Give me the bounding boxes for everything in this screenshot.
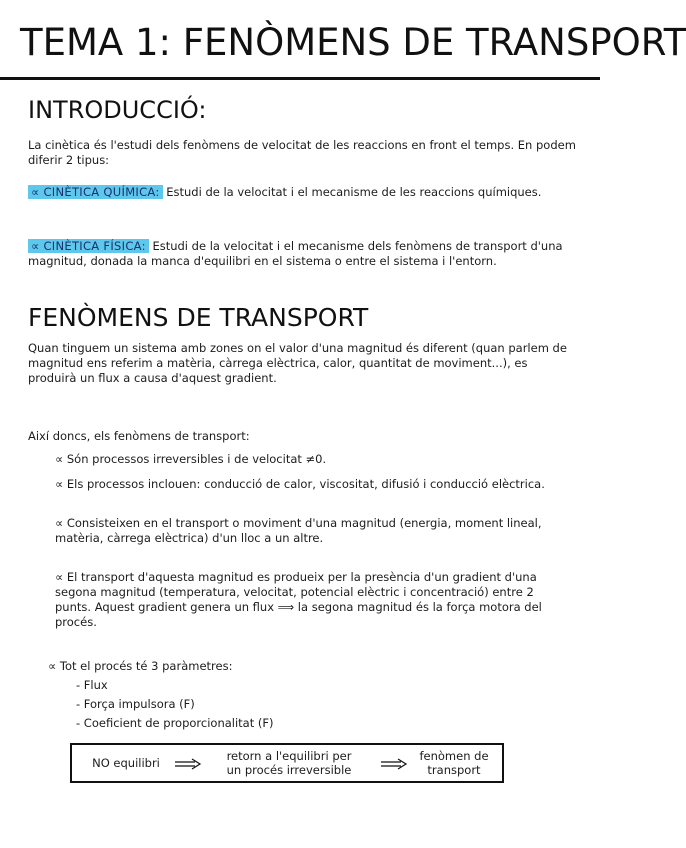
flow-step-no-equilibri: NO equilibri — [92, 756, 160, 770]
flow-step-retorn-line1: retorn a l'equilibri per — [226, 749, 352, 763]
flow-step-fenomen — [410, 749, 498, 777]
transport-bullet-2: ∝ Els processos inclouen: conducció de calor, viscositat, difusió i conducció elèctrica. — [55, 477, 545, 491]
intro-heading: INTRODUCCIÓ: — [28, 96, 207, 124]
page-title: TEMA 1: FENÒMENS DE TRANSPORT — [20, 21, 686, 64]
flow-box — [70, 743, 504, 783]
flow-step-retorn-line2: un procés irreversible — [226, 763, 352, 777]
cinetica-quimica-label: ∝ CINÈTICA QUÍMICA: — [28, 185, 163, 199]
param-forca: - Força impulsora (F) — [76, 697, 195, 711]
cinetica-fisica-text: Estudi de la velocitat i el mecanisme dels fenòmens de transport d'una magnitud, donada la manca d'equilibri en el sistema o entre el sistema i l'entorn. — [28, 239, 563, 268]
right-arrow-icon — [381, 759, 407, 769]
params-lead: ∝ Tot el procés té 3 paràmetres: — [48, 659, 233, 673]
param-flux: - Flux — [76, 678, 108, 692]
transport-heading: FENÒMENS DE TRANSPORT — [28, 303, 369, 332]
flow-step-fenomen-line2: transport — [427, 763, 481, 777]
transport-bullet-1: ∝ Són processos irreversibles i de velocitat ≠0. — [55, 452, 327, 466]
cinetica-quimica-text: Estudi de la velocitat i el mecanisme de les reaccions químiques. — [162, 185, 542, 199]
cinetica-fisica-label: ∝ CINÈTICA FÍSICA: — [28, 239, 149, 253]
cinetica-fisica-item — [28, 239, 576, 269]
flow-step-retorn — [204, 749, 374, 777]
transport-lead: Així doncs, els fenòmens de transport: — [28, 429, 250, 443]
transport-bullet-3: ∝ Consisteixen en el transport o moviment d'una magnitud (energia, moment lineal, matèria, càrrega elèctrica) d'un lloc a un altre. — [55, 516, 542, 545]
transport-bullet-4: ∝ El transport d'aquesta magnitud es produeix per la presència d'un gradient d'una segona magnitud (temperatura, velocitat, potencial elèctric i concentració) entre 2 punts. Aquest gradient genera un flux ⟹ la segona magnitud és la força motora del procés. — [55, 570, 542, 629]
param-coeficient: - Coeficient de proporcionalitat (F) — [76, 716, 274, 730]
transport-paragraph: Quan tinguem un sistema amb zones on el valor d'una magnitud és diferent (quan parlem de magnitud ens referim a matèria, càrrega elèctrica, calor, quantitat de moviment...), es produirà un flux a causa d'aquest gradient. — [28, 341, 567, 385]
right-arrow-icon — [175, 759, 201, 769]
flow-step-fenomen-line1: fenòmen de — [419, 749, 489, 763]
cinetica-quimica-item — [28, 185, 576, 200]
title-underline — [0, 77, 600, 80]
intro-paragraph: La cinètica és l'estudi dels fenòmens de velocitat de les reaccions en front el temps. En podem diferir 2 tipus: — [28, 138, 576, 167]
